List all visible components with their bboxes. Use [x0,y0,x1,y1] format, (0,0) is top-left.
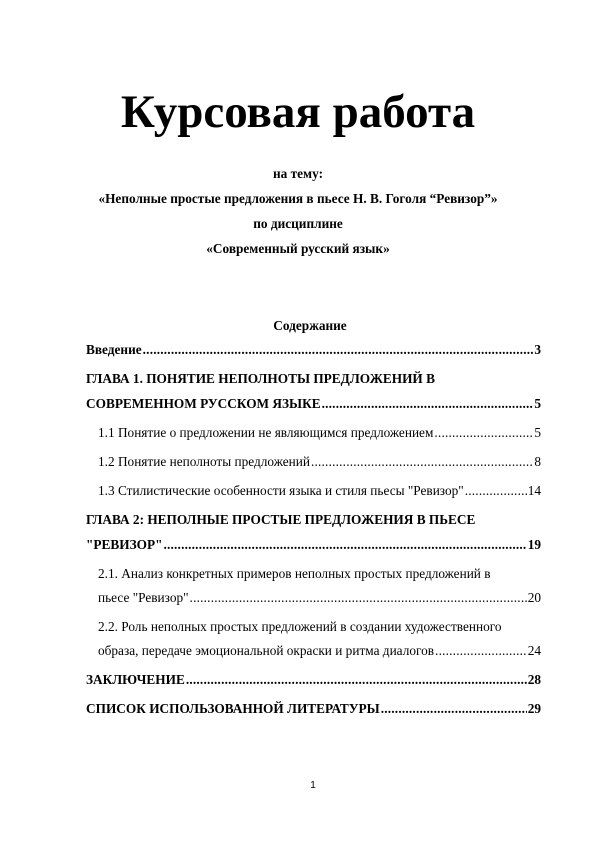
discipline-label: по дисциплине [253,216,343,231]
toc-entry-page: 19 [527,537,541,552]
toc-entry-text: ЗАКЛЮЧЕНИЕ [86,672,185,687]
toc-entry-references[interactable] [86,700,541,718]
toc-entry-chapter1-line1[interactable]: ГЛАВА 1. ПОНЯТИЕ НЕПОЛНОТЫ ПРЕДЛОЖЕНИЙ В [86,371,435,386]
toc-leader-dots [190,589,527,607]
toc-entry-introduction[interactable] [86,341,541,359]
toc-entry-chapter2-line1[interactable]: ГЛАВА 2: НЕПОЛНЫЕ ПРОСТЫЕ ПРЕДЛОЖЕНИЯ В ПЬЕСЕ [86,512,476,527]
toc-leader-dots [322,395,534,413]
toc-entry-page: 20 [527,590,541,605]
toc-leader-dots [163,536,526,554]
toc-entry-text: 1.1 Понятие о предложении не являющимся предложением [98,425,434,440]
discipline-text: «Современный русский язык» [206,241,390,256]
toc-entry-text: СПИСОК ИСПОЛЬЗОВАННОЙ ЛИТЕРАТУРЫ [86,701,380,716]
toc-entry-page: 14 [527,483,541,498]
toc-entry-2-1[interactable] [98,589,541,607]
toc-entry-page: 8 [534,454,541,469]
toc-leader-dots [311,453,533,471]
document-title: Курсовая работа [120,86,476,138]
toc-entry-text: Введение [86,342,142,357]
toc-entry-page: 5 [534,425,541,440]
toc-leader-dots [381,700,527,718]
toc-entry-page: 3 [534,342,541,357]
toc-entry-text: 1.3 Стилистические особенности языка и стиля пьесы "Ревизор" [98,483,464,498]
toc-leader-dots [435,642,527,660]
toc-entry-text: пьесе "Ревизор" [98,590,189,605]
toc-entry-2-1-line1[interactable]: 2.1. Анализ конкретных примеров неполных простых предложений в [98,566,491,581]
topic-label: на тему: [272,166,324,181]
toc-entry-1-2[interactable] [98,453,541,471]
toc-entry-1-1[interactable] [98,424,541,442]
toc-entry-page: 24 [527,643,541,658]
topic-text: «Неполные простые предложения в пьесе Н. В. Гоголя “Ревизор”» [98,191,498,206]
toc-entry-chapter2[interactable] [86,536,541,554]
toc-entry-chapter1[interactable] [86,395,541,413]
toc-entry-2-2-line1[interactable]: 2.2. Роль неполных простых предложений в создании художественного [98,619,502,634]
page-number: 1 [310,780,316,791]
toc-entry-text: "РЕВИЗОР" [86,537,163,552]
toc-leader-dots [465,482,527,500]
toc-entry-text: образа, передаче эмоциональной окраски и ритма диалогов [98,643,435,658]
toc-leader-dots [143,341,534,359]
toc-leader-dots [434,424,533,442]
toc-entry-page: 28 [527,672,541,687]
toc-entry-text: СОВРЕМЕННОМ РУССКОМ ЯЗЫКЕ [86,396,321,411]
toc-entry-text: 1.2 Понятие неполноты предложений [98,454,310,469]
toc-entry-page: 29 [527,701,541,716]
toc-leader-dots [186,671,527,689]
toc-entry-page: 5 [534,396,541,411]
toc-entry-1-3[interactable] [98,482,541,500]
toc-entry-conclusion[interactable] [86,671,541,689]
toc-entry-2-2[interactable] [98,642,541,660]
toc-heading: Содержание [273,318,347,333]
